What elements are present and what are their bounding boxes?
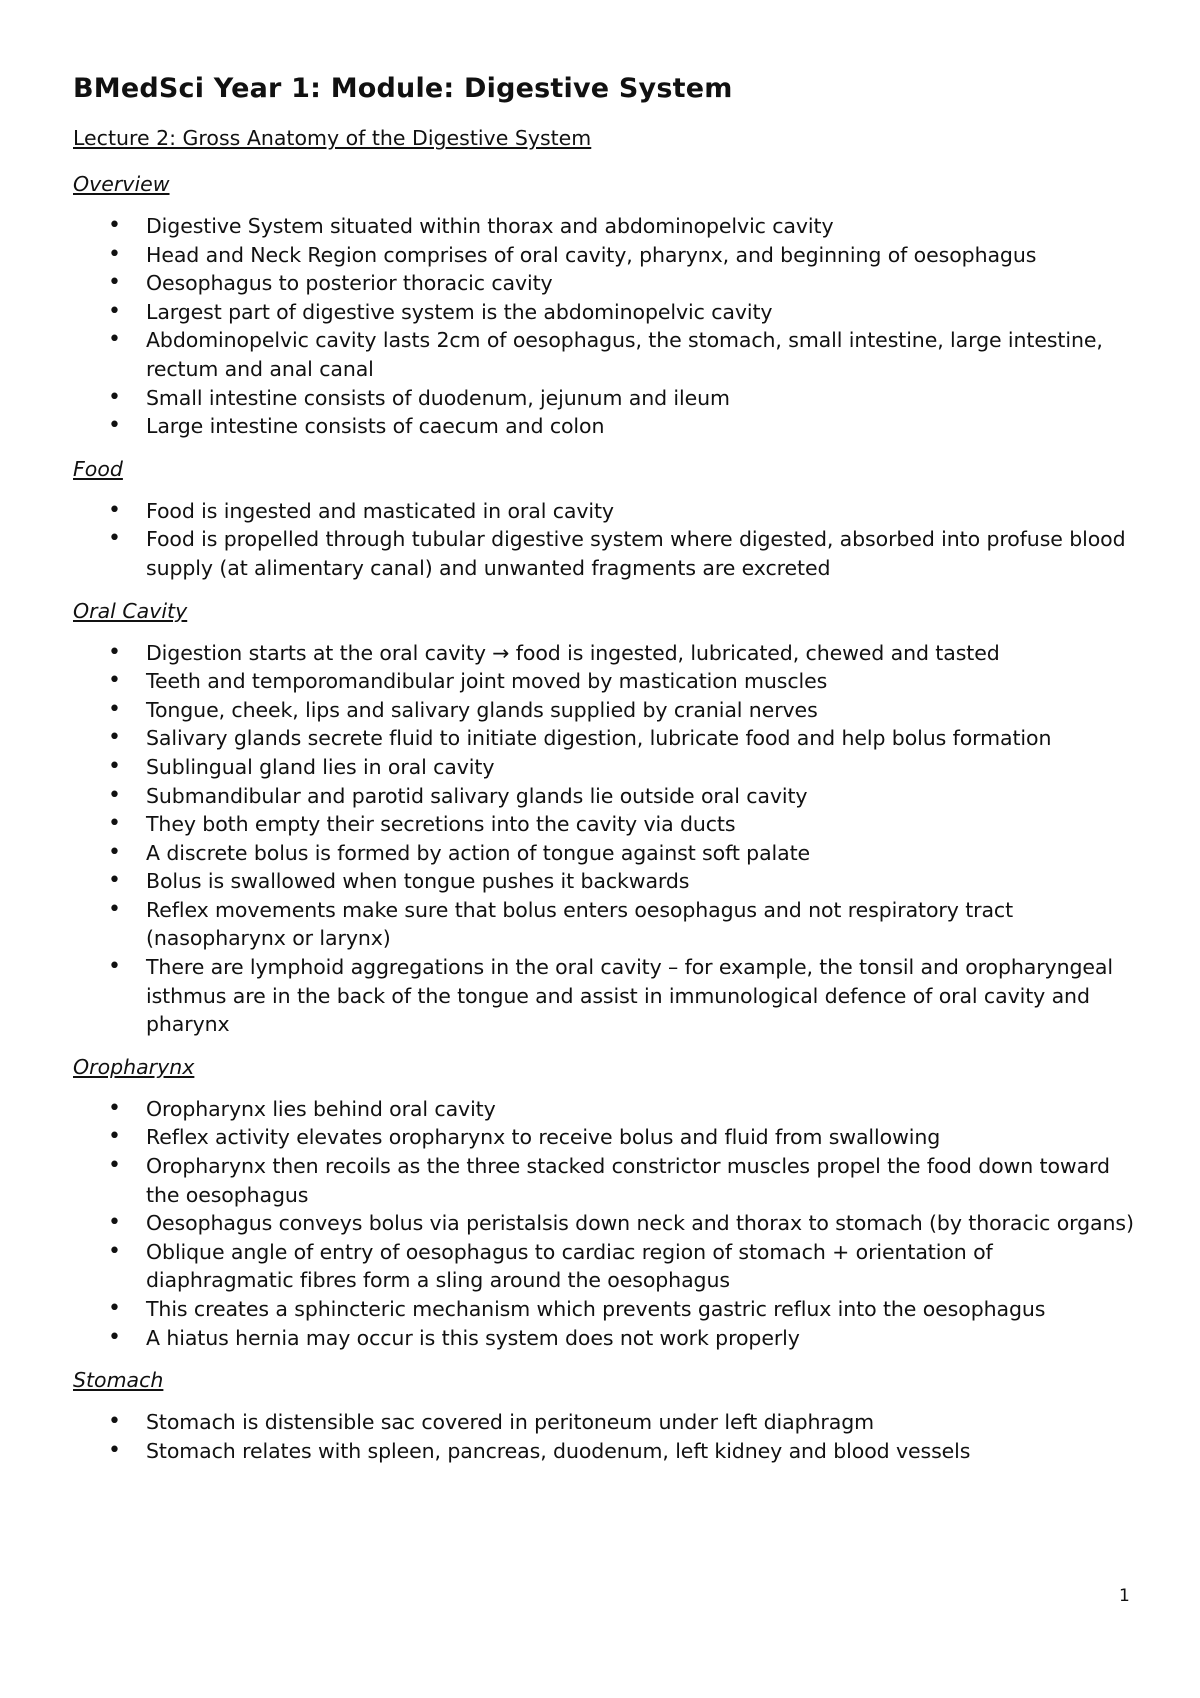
bullet-item: • Food is propelled through tubular digestive system where digested, absorbed into profuse blood supply (at alimentary canal) and unwanted fragments are excreted xyxy=(73,525,1143,582)
bullet-item: • This creates a sphincteric mechanism which prevents gastric reflux into the oesophagus xyxy=(73,1295,1143,1324)
document-page xyxy=(73,72,1143,1479)
section-heading: Food xyxy=(73,456,123,481)
bullet-item: • Food is ingested and masticated in oral cavity xyxy=(73,497,1143,526)
section-heading: Oropharynx xyxy=(73,1054,195,1079)
bullet-item: • Reflex movements make sure that bolus enters oesophagus and not respiratory tract (nasopharynx or larynx) xyxy=(73,896,1143,953)
bullet-item: • Head and Neck Region comprises of oral cavity, pharynx, and beginning of oesophagus xyxy=(73,241,1143,270)
bullet-item: • Digestive System situated within thorax and abdominopelvic cavity xyxy=(73,212,1143,241)
bullet-item: • Oesophagus to posterior thoracic cavity xyxy=(73,269,1143,298)
section-heading: Oral Cavity xyxy=(73,598,188,623)
bullet-list xyxy=(73,1408,1143,1465)
section-heading: Stomach xyxy=(73,1368,164,1393)
bullet-list xyxy=(73,639,1143,1039)
bullet-item: • Bolus is swallowed when tongue pushes it backwards xyxy=(73,867,1143,896)
bullet-item: • Oropharynx then recoils as the three stacked constrictor muscles propel the food down toward the oesophagus xyxy=(73,1152,1143,1209)
bullet-item: • Oesophagus conveys bolus via peristalsis down neck and thorax to stomach (by thoracic organs) xyxy=(73,1209,1143,1238)
bullet-item: • Abdominopelvic cavity lasts 2cm of oesophagus, the stomach, small intestine, large intestine, rectum and anal canal xyxy=(73,326,1143,383)
bullet-item: • Large intestine consists of caecum and colon xyxy=(73,412,1143,441)
bullet-item: • Teeth and temporomandibular joint moved by mastication muscles xyxy=(73,667,1143,696)
bullet-item: • Oblique angle of entry of oesophagus to cardiac region of stomach + orientation of diaphragmatic fibres form a sling around the oesophagus xyxy=(73,1238,1143,1295)
bullet-item: • Digestion starts at the oral cavity → food is ingested, lubricated, chewed and tasted xyxy=(73,639,1143,668)
bullet-list xyxy=(73,497,1143,583)
bullet-item: • Oropharynx lies behind oral cavity xyxy=(73,1095,1143,1124)
bullet-item: • Stomach is distensible sac covered in peritoneum under left diaphragm xyxy=(73,1408,1143,1437)
bullet-item: • Reflex activity elevates oropharynx to receive bolus and fluid from swallowing xyxy=(73,1123,1143,1152)
bullet-list xyxy=(73,1095,1143,1352)
sections-container xyxy=(73,170,1143,1465)
bullet-list xyxy=(73,212,1143,441)
bullet-item: • Submandibular and parotid salivary glands lie outside oral cavity xyxy=(73,782,1143,811)
bullet-item: • Largest part of digestive system is the abdominopelvic cavity xyxy=(73,298,1143,327)
bullet-item: • A discrete bolus is formed by action of tongue against soft palate xyxy=(73,839,1143,868)
bullet-item: • They both empty their secretions into the cavity via ducts xyxy=(73,810,1143,839)
page-number: 1 xyxy=(1119,1586,1130,1606)
page-title: BMedSci Year 1: Module: Digestive System xyxy=(73,73,733,104)
bullet-item: • Stomach relates with spleen, pancreas, duodenum, left kidney and blood vessels xyxy=(73,1437,1143,1466)
bullet-item: • Salivary glands secrete fluid to initiate digestion, lubricate food and help bolus formation xyxy=(73,724,1143,753)
bullet-item: • Sublingual gland lies in oral cavity xyxy=(73,753,1143,782)
lecture-subtitle: Lecture 2: Gross Anatomy of the Digestive System xyxy=(73,126,592,150)
section-heading: Overview xyxy=(73,172,170,196)
bullet-item: • Tongue, cheek, lips and salivary glands supplied by cranial nerves xyxy=(73,696,1143,725)
bullet-item: • Small intestine consists of duodenum, jejunum and ileum xyxy=(73,384,1143,413)
bullet-item: • There are lymphoid aggregations in the oral cavity – for example, the tonsil and oropharyngeal isthmus are in the back of the tongue and assist in immunological defence of oral cavity and pharynx xyxy=(73,953,1143,1039)
bullet-item: • A hiatus hernia may occur is this system does not work properly xyxy=(73,1324,1143,1353)
